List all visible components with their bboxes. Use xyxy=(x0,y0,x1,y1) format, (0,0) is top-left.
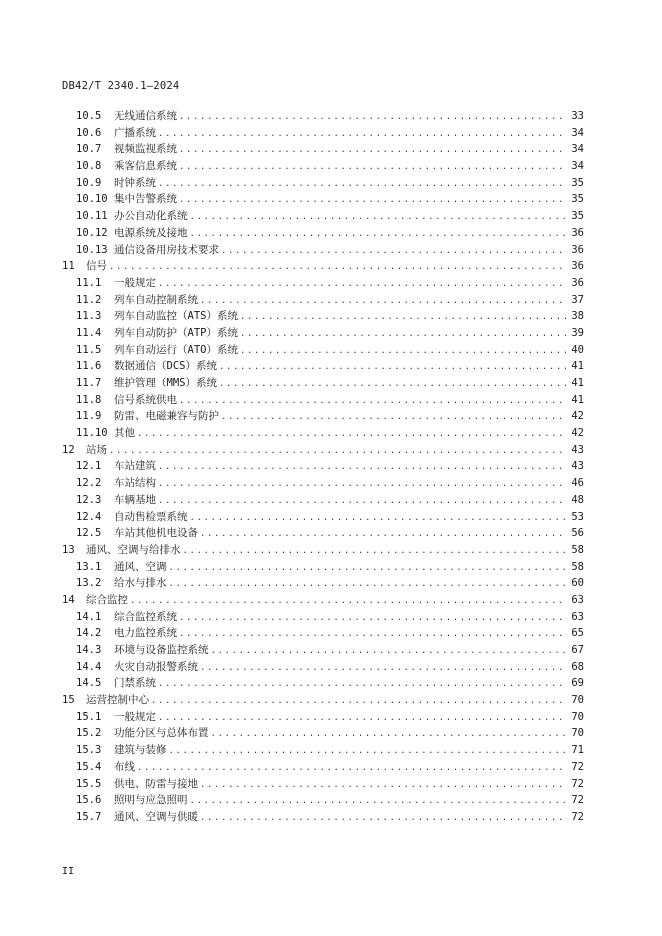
toc-section-entry[interactable] xyxy=(62,191,584,208)
toc-entry-page: 42 xyxy=(571,427,584,440)
toc-leader-dots xyxy=(158,459,566,476)
toc-entry-number: 12.5 xyxy=(76,527,102,540)
toc-entry-title: 综合监控 xyxy=(86,593,128,606)
toc-section-entry[interactable] xyxy=(62,208,584,225)
toc-entry-number: 11.5 xyxy=(76,343,102,356)
toc-entry-title: 布线 xyxy=(114,760,135,773)
toc-entry-page: 37 xyxy=(571,293,584,306)
toc-entry-page: 40 xyxy=(571,343,584,356)
toc-entry-number: 11.3 xyxy=(76,310,102,323)
toc-entry-title: 综合监控系统 xyxy=(114,610,177,623)
toc-entry-title: 运营控制中心 xyxy=(86,694,149,707)
toc-entry-page: 39 xyxy=(571,326,584,339)
toc-section-entry[interactable] xyxy=(62,742,584,759)
toc-entry-number: 15.6 xyxy=(76,794,102,807)
toc-entry-title: 信号系统供电 xyxy=(114,393,177,406)
toc-section-entry[interactable] xyxy=(62,492,584,509)
toc-entry-number: 15.5 xyxy=(76,777,102,790)
toc-entry-page: 70 xyxy=(571,710,584,723)
toc-entry-number: 12.1 xyxy=(76,460,102,473)
toc-entry-number: 11.1 xyxy=(76,276,102,289)
toc-leader-dots xyxy=(109,259,566,276)
page-number: II xyxy=(62,866,75,877)
toc-chapter-entry[interactable] xyxy=(62,692,584,709)
toc-entry-page: 68 xyxy=(571,660,584,673)
toc-entry-title: 一般规定 xyxy=(114,276,156,289)
toc-section-entry[interactable] xyxy=(62,709,584,726)
toc-leader-dots xyxy=(183,543,567,560)
toc-entry-title: 通风、空调 xyxy=(114,560,167,573)
toc-leader-dots xyxy=(200,660,566,677)
toc-entry-page: 72 xyxy=(571,777,584,790)
toc-leader-dots xyxy=(109,443,566,460)
toc-section-entry[interactable] xyxy=(62,509,584,526)
toc-entry-page: 72 xyxy=(571,760,584,773)
toc-entry-page: 33 xyxy=(571,110,584,122)
toc-entry-page: 41 xyxy=(571,393,584,406)
toc-leader-dots xyxy=(169,743,567,760)
toc-entry-page: 35 xyxy=(571,210,584,223)
toc-entry-title: 时钟系统 xyxy=(114,176,156,189)
toc-entry-title: 车辆基地 xyxy=(114,493,156,506)
toc-entry-title: 无线通信系统 xyxy=(114,110,177,122)
toc-leader-dots xyxy=(200,526,566,543)
toc-entry-page: 63 xyxy=(571,610,584,623)
table-of-contents xyxy=(62,108,584,826)
toc-section-entry[interactable] xyxy=(62,392,584,409)
toc-entry-title: 给水与排水 xyxy=(114,577,167,590)
toc-entry-number: 11.4 xyxy=(76,326,102,339)
toc-entry-number: 15.3 xyxy=(76,744,102,757)
toc-leader-dots xyxy=(190,510,567,527)
toc-entry-title: 通风、空调与供暖 xyxy=(114,810,198,823)
toc-leader-dots xyxy=(190,793,567,810)
toc-entry-title: 办公自动化系统 xyxy=(114,210,188,223)
toc-entry-page: 36 xyxy=(571,260,584,273)
toc-section-entry[interactable] xyxy=(62,776,584,793)
toc-leader-dots xyxy=(240,309,566,326)
toc-entry-page: 58 xyxy=(571,543,584,556)
toc-entry-number: 11.2 xyxy=(76,293,102,306)
toc-entry-number: 13.1 xyxy=(76,560,102,573)
toc-entry-title: 车站建筑 xyxy=(114,460,156,473)
toc-section-entry[interactable] xyxy=(62,425,584,442)
toc-leader-dots xyxy=(158,476,566,493)
toc-section-entry[interactable] xyxy=(62,141,584,158)
toc-entry-title: 列车自动控制系统 xyxy=(114,293,198,306)
toc-entry-title: 乘客信息系统 xyxy=(114,160,177,173)
toc-section-entry[interactable] xyxy=(62,275,584,292)
toc-leader-dots xyxy=(158,126,566,143)
toc-section-entry[interactable] xyxy=(62,659,584,676)
toc-section-entry[interactable] xyxy=(62,342,584,359)
toc-leader-dots xyxy=(211,726,567,743)
toc-chapter-entry[interactable] xyxy=(62,542,584,559)
toc-leader-dots xyxy=(190,209,567,226)
toc-section-entry[interactable] xyxy=(62,759,584,776)
toc-entry-page: 35 xyxy=(571,193,584,206)
toc-leader-dots xyxy=(200,777,566,794)
toc-entry-number: 14.4 xyxy=(76,660,102,673)
toc-section-entry[interactable] xyxy=(62,725,584,742)
toc-leader-dots xyxy=(151,693,566,710)
toc-leader-dots xyxy=(179,626,566,643)
toc-entry-title: 通信设备用房技术要求 xyxy=(114,243,219,256)
toc-leader-dots xyxy=(179,142,566,159)
toc-entry-number: 15.4 xyxy=(76,760,102,773)
toc-entry-title: 列车自动运行（ATO）系统 xyxy=(114,343,238,356)
toc-leader-dots xyxy=(158,276,566,293)
toc-section-entry[interactable] xyxy=(62,675,584,692)
toc-section-entry[interactable] xyxy=(62,559,584,576)
toc-entry-number: 10.8 xyxy=(76,160,102,173)
toc-entry-number: 10.11 xyxy=(76,210,108,223)
toc-chapter-entry[interactable] xyxy=(62,258,584,275)
toc-leader-dots xyxy=(179,192,566,209)
toc-section-entry[interactable] xyxy=(62,225,584,242)
toc-leader-dots xyxy=(179,159,566,176)
toc-section-entry[interactable] xyxy=(62,809,584,826)
toc-leader-dots xyxy=(190,226,567,243)
toc-entry-title: 电力监控系统 xyxy=(114,627,177,640)
toc-entry-title: 环境与设备监控系统 xyxy=(114,644,209,656)
toc-entry-number: 13 xyxy=(62,543,75,556)
toc-section-entry[interactable] xyxy=(62,525,584,542)
toc-leader-dots xyxy=(200,810,566,827)
toc-section-entry[interactable] xyxy=(62,242,584,259)
toc-entry-page: 60 xyxy=(571,577,584,590)
toc-section-entry[interactable] xyxy=(62,175,584,192)
toc-entry-number: 10.9 xyxy=(76,176,102,189)
toc-entry-page: 42 xyxy=(571,410,584,423)
toc-leader-dots xyxy=(219,376,566,393)
toc-entry-number: 11.9 xyxy=(76,410,102,423)
toc-entry-title: 其他 xyxy=(114,427,135,440)
toc-section-entry[interactable] xyxy=(62,625,584,642)
toc-leader-dots xyxy=(158,493,566,510)
toc-chapter-entry[interactable] xyxy=(62,442,584,459)
toc-entry-number: 15.2 xyxy=(76,727,102,740)
toc-entry-number: 11 xyxy=(62,260,75,273)
toc-section-entry[interactable] xyxy=(62,325,584,342)
toc-entry-number: 12.4 xyxy=(76,510,102,523)
toc-leader-dots xyxy=(221,409,566,426)
toc-entry-title: 功能分区与总体布置 xyxy=(114,727,209,740)
document-header: DB42/T 2340.1—2024 xyxy=(62,80,180,92)
toc-entry-number: 11.7 xyxy=(76,377,102,389)
toc-entry-page: 34 xyxy=(571,126,584,139)
toc-leader-dots xyxy=(158,176,566,193)
toc-leader-dots xyxy=(130,593,566,610)
toc-entry-number: 11.6 xyxy=(76,360,102,373)
toc-section-entry[interactable] xyxy=(62,108,584,125)
toc-entry-page: 41 xyxy=(571,377,584,389)
toc-section-entry[interactable] xyxy=(62,125,584,142)
toc-entry-number: 11.8 xyxy=(76,393,102,406)
toc-entry-title: 防雷、电磁兼容与防护 xyxy=(114,410,219,423)
toc-entry-page: 46 xyxy=(571,477,584,490)
toc-entry-page: 72 xyxy=(571,810,584,823)
toc-entry-title: 站场 xyxy=(86,443,107,456)
toc-entry-page: 70 xyxy=(571,694,584,707)
toc-entry-page: 48 xyxy=(571,493,584,506)
toc-section-entry[interactable] xyxy=(62,475,584,492)
toc-leader-dots xyxy=(200,293,566,310)
toc-entry-number: 14.3 xyxy=(76,644,102,656)
toc-leader-dots xyxy=(158,676,566,693)
toc-leader-dots xyxy=(221,243,566,260)
toc-entry-title: 视频监视系统 xyxy=(114,143,177,156)
toc-entry-page: 36 xyxy=(571,226,584,239)
toc-entry-page: 67 xyxy=(571,644,584,656)
toc-leader-dots xyxy=(169,560,567,577)
toc-leader-dots xyxy=(179,109,566,126)
toc-entry-number: 15.7 xyxy=(76,810,102,823)
toc-entry-page: 71 xyxy=(571,744,584,757)
toc-entry-number: 15 xyxy=(62,694,75,707)
toc-entry-title: 门禁系统 xyxy=(114,677,156,690)
toc-leader-dots xyxy=(169,576,567,593)
toc-section-entry[interactable] xyxy=(62,375,584,392)
toc-entry-title: 一般规定 xyxy=(114,710,156,723)
toc-entry-page: 53 xyxy=(571,510,584,523)
toc-entry-title: 列车自动监控（ATS）系统 xyxy=(114,310,238,323)
toc-leader-dots xyxy=(240,326,566,343)
toc-entry-number: 11.10 xyxy=(76,427,108,440)
toc-entry-number: 10.7 xyxy=(76,143,102,156)
toc-entry-title: 车站结构 xyxy=(114,477,156,490)
toc-entry-title: 自动售检票系统 xyxy=(114,510,188,523)
toc-entry-number: 10.5 xyxy=(76,110,102,122)
toc-entry-number: 12.3 xyxy=(76,493,102,506)
toc-section-entry[interactable] xyxy=(62,408,584,425)
toc-entry-number: 12 xyxy=(62,443,75,456)
toc-entry-page: 56 xyxy=(571,527,584,540)
toc-leader-dots xyxy=(137,426,566,443)
toc-entry-number: 10.13 xyxy=(76,243,108,256)
toc-chapter-entry[interactable] xyxy=(62,592,584,609)
toc-section-entry[interactable] xyxy=(62,792,584,809)
toc-leader-dots xyxy=(179,610,566,627)
toc-entry-title: 集中告警系统 xyxy=(114,193,177,206)
toc-section-entry[interactable] xyxy=(62,292,584,309)
toc-entry-number: 14.1 xyxy=(76,610,102,623)
toc-entry-title: 电源系统及接地 xyxy=(114,226,188,239)
toc-entry-number: 10.6 xyxy=(76,126,102,139)
toc-entry-page: 34 xyxy=(571,160,584,173)
toc-entry-page: 38 xyxy=(571,310,584,323)
toc-entry-page: 36 xyxy=(571,276,584,289)
toc-entry-page: 72 xyxy=(571,794,584,807)
toc-section-entry[interactable] xyxy=(62,458,584,475)
toc-entry-page: 70 xyxy=(571,727,584,740)
toc-entry-page: 58 xyxy=(571,560,584,573)
toc-entry-number: 14.5 xyxy=(76,677,102,690)
toc-section-entry[interactable] xyxy=(62,575,584,592)
toc-entry-number: 12.2 xyxy=(76,477,102,490)
toc-entry-title: 通风、空调与给排水 xyxy=(86,543,181,556)
toc-entry-page: 69 xyxy=(571,677,584,690)
toc-entry-title: 火灾自动报警系统 xyxy=(114,660,198,673)
toc-entry-title: 车站其他机电设备 xyxy=(114,527,198,540)
toc-entry-title: 供电、防雷与接地 xyxy=(114,777,198,790)
toc-leader-dots xyxy=(158,710,566,727)
toc-section-entry[interactable] xyxy=(62,642,584,659)
toc-entry-title: 数据通信（DCS）系统 xyxy=(114,360,217,373)
toc-entry-number: 10.12 xyxy=(76,226,108,239)
toc-entry-page: 34 xyxy=(571,143,584,156)
toc-section-entry[interactable] xyxy=(62,609,584,626)
toc-entry-page: 43 xyxy=(571,460,584,473)
toc-entry-title: 信号 xyxy=(86,260,107,273)
toc-leader-dots xyxy=(211,643,567,660)
toc-entry-page: 35 xyxy=(571,176,584,189)
toc-entry-number: 10.10 xyxy=(76,193,108,206)
toc-entry-number: 15.1 xyxy=(76,710,102,723)
toc-section-entry[interactable] xyxy=(62,358,584,375)
toc-section-entry[interactable] xyxy=(62,308,584,325)
toc-entry-page: 63 xyxy=(571,593,584,606)
toc-leader-dots xyxy=(137,760,566,777)
toc-entry-title: 照明与应急照明 xyxy=(114,794,188,807)
toc-entry-title: 建筑与装修 xyxy=(114,744,167,757)
toc-leader-dots xyxy=(240,343,566,360)
toc-entry-page: 65 xyxy=(571,627,584,640)
toc-entry-page: 41 xyxy=(571,360,584,373)
toc-entry-title: 维护管理（MMS）系统 xyxy=(114,377,217,389)
toc-section-entry[interactable] xyxy=(62,158,584,175)
toc-entry-number: 14 xyxy=(62,593,75,606)
toc-leader-dots xyxy=(219,359,566,376)
toc-entry-number: 13.2 xyxy=(76,577,102,590)
toc-leader-dots xyxy=(179,393,566,410)
toc-entry-page: 36 xyxy=(571,243,584,256)
toc-entry-page: 43 xyxy=(571,443,584,456)
toc-entry-title: 广播系统 xyxy=(114,126,156,139)
toc-entry-title: 列车自动防护（ATP）系统 xyxy=(114,326,238,339)
toc-entry-number: 14.2 xyxy=(76,627,102,640)
